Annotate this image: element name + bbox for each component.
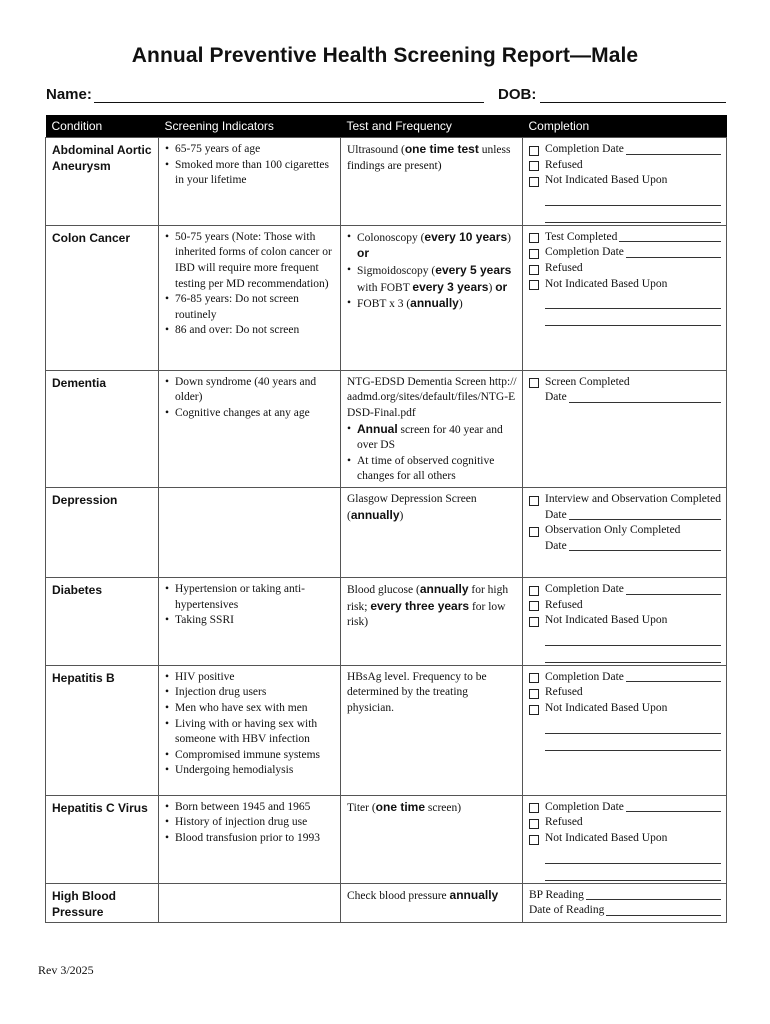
indicators-dementia <box>165 375 335 422</box>
list-item: • Compromised immune systems <box>165 748 335 764</box>
name-dob-row <box>46 86 726 106</box>
checkbox[interactable] <box>529 601 539 611</box>
checkbox[interactable] <box>529 617 539 627</box>
table-row-diabetes <box>46 577 727 665</box>
header-test: Test and Frequency <box>341 115 523 138</box>
date-line[interactable] <box>606 915 721 916</box>
completion-date-line[interactable] <box>626 811 721 812</box>
indicators-colon <box>165 230 335 339</box>
reason-line[interactable] <box>545 646 721 663</box>
table-row-colon <box>46 225 727 370</box>
list-item: • FOBT x 3 (annually) <box>347 296 517 313</box>
list-item: • Living with or having sex with someone with HBV infection <box>165 717 335 748</box>
checkbox[interactable] <box>529 803 539 813</box>
checkbox[interactable] <box>529 496 539 506</box>
list-item: • At time of observed cognitive changes for all others <box>347 454 517 485</box>
checkbox[interactable] <box>529 819 539 829</box>
checkbox[interactable] <box>529 378 539 388</box>
reason-line[interactable] <box>545 206 721 223</box>
list-item: • Injection drug users <box>165 685 335 701</box>
table-row-bp <box>46 883 727 922</box>
condition-aaa: Abdominal Aortic Aneurysm <box>46 138 159 226</box>
reason-line[interactable] <box>545 629 721 646</box>
test-colon <box>341 225 523 370</box>
condition-dementia: Dementia <box>46 370 159 487</box>
checkbox[interactable] <box>529 265 539 275</box>
list-item: • Born between 1945 and 1965 <box>165 800 335 816</box>
list-item: • History of injection drug use <box>165 815 335 831</box>
indicators-depression <box>159 487 341 577</box>
completion-aaa: Completion Date Refused Not Indicated Based Upon <box>523 138 727 226</box>
list-item: • Sigmoidoscopy (every 5 years with FOBT every 3 years) or <box>347 263 517 296</box>
condition-hepc: Hepatitis C Virus <box>46 795 159 883</box>
checkbox[interactable] <box>529 835 539 845</box>
condition-hepb: Hepatitis B <box>46 665 159 795</box>
table-row-hepb <box>46 665 727 795</box>
name-field-line[interactable] <box>94 102 484 103</box>
list-item: • 76-85 years: Do not screen routinely <box>165 292 335 323</box>
bp-reading-line[interactable] <box>586 899 721 900</box>
test-dementia: NTG-EDSD Dementia Screen http://aadmd.org/sites/default/files/NTG-EDSD-Final.pdf • Annual screen for 40 year and over DS • At time of observed cognitive changes for all others <box>341 370 523 487</box>
completion-colon: Test Completed Completion Date Refused Not Indicated Based Upon <box>523 225 727 370</box>
list-item: • Hypertension or taking anti-hypertensives <box>165 582 335 613</box>
date-line[interactable] <box>569 550 721 551</box>
reason-line[interactable] <box>545 734 721 751</box>
list-item: • Smoked more than 100 cigarettes in your lifetime <box>165 158 335 189</box>
list-item: • Colonoscopy (every 10 years) or <box>347 230 517 263</box>
list-item: • HIV positive <box>165 670 335 686</box>
completion-hepb: Completion Date Refused Not Indicated Based Upon <box>523 665 727 795</box>
completion-bp: BP Reading Date of Reading <box>523 883 727 922</box>
reason-line[interactable] <box>545 189 721 206</box>
table-row-aaa <box>46 138 727 226</box>
checkbox[interactable] <box>529 705 539 715</box>
list-item: • 50-75 years (Note: Those with inherited forms of colon cancer or IBD will require more frequent testing per MD recommendation) <box>165 230 335 292</box>
reason-line[interactable] <box>545 717 721 734</box>
header-completion: Completion <box>523 115 727 138</box>
checkbox[interactable] <box>529 177 539 187</box>
condition-colon: Colon Cancer <box>46 225 159 370</box>
date-line[interactable] <box>569 402 721 403</box>
list-item: • 86 and over: Do not screen <box>165 323 335 339</box>
list-item: • Blood transfusion prior to 1993 <box>165 831 335 847</box>
list-item: • Taking SSRI <box>165 613 335 629</box>
condition-diabetes: Diabetes <box>46 577 159 665</box>
completion-date-line[interactable] <box>626 594 721 595</box>
indicators-bp <box>159 883 341 922</box>
completion-date-line[interactable] <box>626 154 721 155</box>
list-item: • Men who have sex with men <box>165 701 335 717</box>
list-item: • Down syndrome (40 years and older) <box>165 375 335 406</box>
checkbox[interactable] <box>529 161 539 171</box>
checkbox[interactable] <box>529 586 539 596</box>
condition-bp: High Blood Pressure <box>46 883 159 922</box>
list-item: • Annual screen for 40 year and over DS <box>347 422 517 454</box>
completion-date-line[interactable] <box>626 681 721 682</box>
test-bp: Check blood pressure annually <box>341 883 523 922</box>
list-item: • Cognitive changes at any age <box>165 406 335 422</box>
table-row-hepc <box>46 795 727 883</box>
dob-field-line[interactable] <box>540 102 726 103</box>
completion-dementia: Screen Completed Date <box>523 370 727 487</box>
checkbox[interactable] <box>529 689 539 699</box>
test-diabetes: Blood glucose (annually for high risk; every three years for low risk) <box>341 577 523 665</box>
table-header-row <box>46 115 727 138</box>
table-row-dementia <box>46 370 727 487</box>
checkbox[interactable] <box>529 280 539 290</box>
completion-date-line[interactable] <box>626 257 721 258</box>
header-condition: Condition <box>46 115 159 138</box>
checkbox[interactable] <box>529 249 539 259</box>
indicators-hepb <box>165 670 335 779</box>
date-line[interactable] <box>569 519 721 520</box>
table-row-depression <box>46 487 727 577</box>
screening-table <box>45 115 727 923</box>
checkbox[interactable] <box>529 673 539 683</box>
test-completed-line[interactable] <box>619 241 721 242</box>
reason-line[interactable] <box>545 292 721 309</box>
header-indicators: Screening Indicators <box>159 115 341 138</box>
indicators-aaa <box>165 142 335 189</box>
list-item: • 65-75 years of age <box>165 142 335 158</box>
completion-depression: Interview and Observation Completed Date Observation Only Completed Date <box>523 487 727 577</box>
checkbox[interactable] <box>529 146 539 156</box>
condition-depression: Depression <box>46 487 159 577</box>
indicators-hepc <box>165 800 335 847</box>
test-hepb: HBsAg level. Frequency to be determined by the treating physician. <box>341 665 523 795</box>
dob-label: DOB: <box>498 86 537 103</box>
reason-line[interactable] <box>545 309 721 326</box>
name-label: Name: <box>46 86 92 103</box>
reason-line[interactable] <box>545 864 721 881</box>
revision-footer: Rev 3/2025 <box>38 963 94 977</box>
completion-hepc: Completion Date Refused Not Indicated Based Upon <box>523 795 727 883</box>
test-hepc: Titer (one time screen) <box>341 795 523 883</box>
completion-diabetes: Completion Date Refused Not Indicated Based Upon <box>523 577 727 665</box>
checkbox[interactable] <box>529 527 539 537</box>
reason-line[interactable] <box>545 847 721 864</box>
indicators-diabetes <box>165 582 335 629</box>
checkbox[interactable] <box>529 233 539 243</box>
test-aaa: Ultrasound (one time test unless findings are present) <box>341 138 523 226</box>
page-title: Annual Preventive Health Screening Report—Male <box>131 44 639 67</box>
test-depression: Glasgow Depression Screen (annually) <box>341 487 523 577</box>
list-item: • Undergoing hemodialysis <box>165 763 335 779</box>
